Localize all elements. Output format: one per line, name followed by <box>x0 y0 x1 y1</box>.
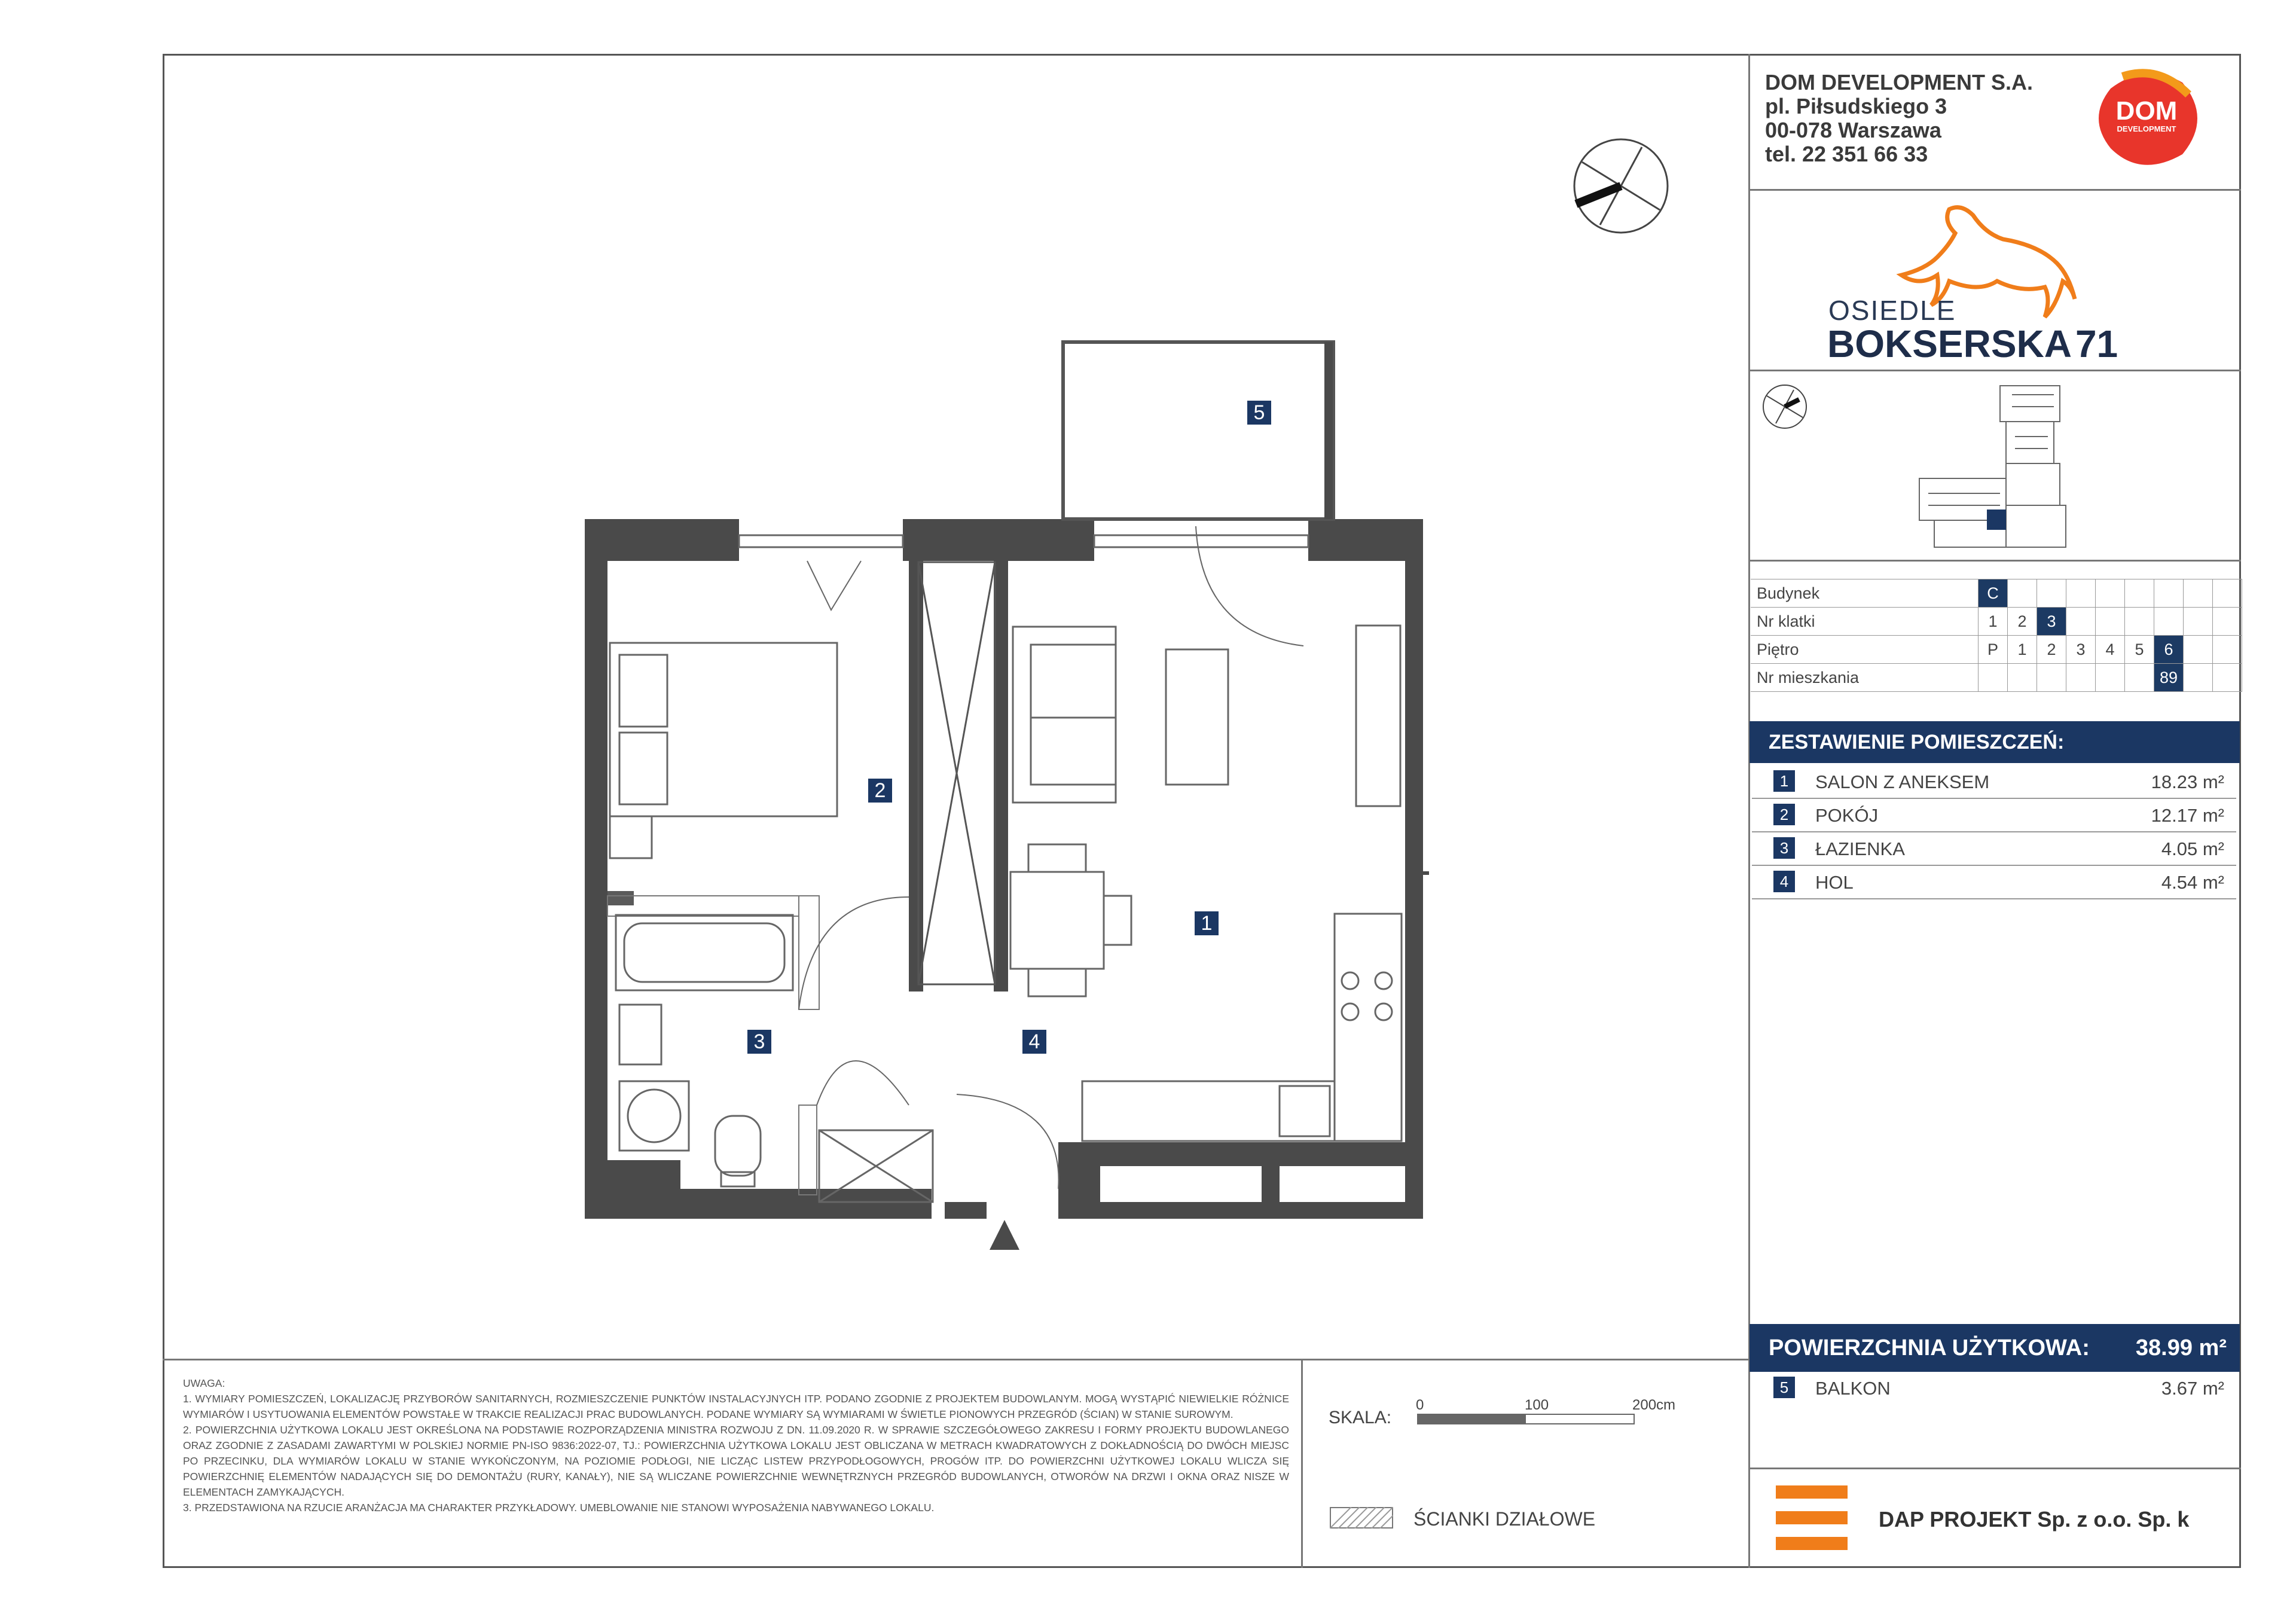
location-row-label: Nr mieszkania <box>1751 664 1979 692</box>
room-number: 2 <box>1773 804 1795 825</box>
floor-plan <box>574 335 1447 1256</box>
notes-block <box>183 1375 1289 1515</box>
location-cell <box>2037 579 2066 608</box>
room-area: 4.54 m² <box>2161 872 2224 893</box>
location-cell <box>2096 579 2125 608</box>
company-phone: tel. 22 351 66 33 <box>1765 142 1928 166</box>
location-row <box>1751 579 2242 608</box>
company-city: 00-078 Warszawa <box>1765 118 1941 142</box>
location-cell <box>2125 664 2154 692</box>
logo-word-development: DEVELOPMENT <box>2117 124 2176 133</box>
plan-label-room-3: 3 <box>747 1030 771 1054</box>
scale-label: SKALA: <box>1329 1408 1392 1427</box>
rooms-header: ZESTAWIENIE POMIESZCZEŃ: <box>1769 731 2065 753</box>
location-row <box>1751 636 2242 664</box>
location-row-label: Nr klatki <box>1751 608 1979 636</box>
location-cell <box>2066 664 2096 692</box>
dining-table <box>1010 844 1131 996</box>
location-cell: P <box>1979 636 2008 664</box>
keyplan-divider <box>1748 560 2241 562</box>
location-cell: 4 <box>2096 636 2125 664</box>
designer-divider <box>1748 1468 2241 1469</box>
location-table <box>1751 579 2242 692</box>
room-name: SALON Z ANEKSEM <box>1815 771 1990 792</box>
location-row-label: Budynek <box>1751 579 1979 608</box>
compass-icon <box>1570 135 1672 237</box>
balcony-number: 5 <box>1773 1377 1795 1398</box>
scale-tick-200: 200cm <box>1632 1397 1676 1413</box>
header-divider <box>1748 189 2241 191</box>
location-cell: 3 <box>2066 636 2096 664</box>
location-cell: 2 <box>2037 636 2066 664</box>
location-cell <box>2125 608 2154 636</box>
designer-name: DAP PROJEKT Sp. z o.o. Sp. k <box>1879 1507 2190 1532</box>
balcony-name: BALKON <box>1815 1378 1891 1399</box>
door-swings <box>799 526 1303 1189</box>
partition-wall-legend-label: ŚCIANKI DZIAŁOWE <box>1413 1508 1596 1530</box>
logo-divider <box>1748 370 2241 371</box>
tv-unit <box>1356 626 1400 806</box>
room-name: ŁAZIENKA <box>1815 838 1905 859</box>
location-cell: 1 <box>1979 608 2008 636</box>
location-cell <box>1979 664 2008 692</box>
dap-logo-icon <box>1776 1485 1848 1550</box>
balcony-row <box>1752 1371 2236 1404</box>
location-cell <box>2008 579 2037 608</box>
location-cell <box>2184 608 2213 636</box>
scale-tick-100: 100 <box>1525 1397 1549 1413</box>
room-number: 3 <box>1773 837 1795 859</box>
location-cell: 5 <box>2125 636 2154 664</box>
location-cell <box>2066 608 2096 636</box>
location-row <box>1751 608 2242 636</box>
project-street: BOKSERSKA <box>1827 322 2072 365</box>
note-item-1: 1. WYMIARY POMIESZCZEŃ, LOKALIZACJĘ PRZYBORÓW SANITARNYCH, ROZMIESZCZENIE PUNKTÓW INSTALACYJNYCH ITP. PODANO ZGODNIE Z PROJEKTEM BUDOWLANYM. MOGĄ WYSTĄPIĆ NIEWIELKIE RÓŻNICE WYMIARÓW I USYTUOWANIA ELEMENTÓW POWSTAŁE W TRAKCIE REALIZACJI PRAC BUDOWLANYCH. PODANE WYMIARY SĄ WYMIARAMI W ŚWIETLE PIONOWYCH PRZEGRÓD (ŚCIAN) W STANIE SUROWYM. <box>183 1393 1289 1420</box>
plan-label-room-4: 4 <box>1022 1030 1046 1054</box>
coffee-table <box>1166 649 1228 785</box>
location-cell <box>2213 608 2242 636</box>
sofa <box>1013 627 1116 803</box>
location-cell: C <box>1979 579 2008 608</box>
location-cell <box>2066 579 2096 608</box>
partition-wall-legend-icon <box>1330 1507 1393 1529</box>
room-area: 4.05 m² <box>2161 838 2224 859</box>
project-name-line1: OSIEDLE <box>1828 295 1956 326</box>
balcony-area: 3.67 m² <box>2161 1378 2224 1399</box>
note-item-2: 2. POWIERZCHNIA UŻYTKOWA LOKALU JEST OKREŚLONA NA PODSTAWIE ROZPORZĄDZENIA MINISTRA ROZWOJU Z DN. 11.09.2020 R. W SPRAWIE SZCZEGÓŁOWEGO ZAKRESU I FORMY PROJEKTU BUDOWLANEGO ORAZ ZGODNIE Z ZASADAMI ZAWARTYMI W POLSKIEJ NORMIE PN-ISO 9836:2022-07, TJ.: POWIERZCHNIA UŻYTKOWA LOKALU JEST OBLICZANA W METRACH KWADRATOWYCH Z DOKŁADNOŚCIĄ DO DWÓCH MIEJSC PO PRZECINKU, DLA WYMIARÓW LOKALU W STANIE WYKOŃCZONYM, NA POZIOMIE PODŁOGI, NIE LICZĄC LISTEW PRZYPODŁOGOWYCH, PROGÓW ITP. DO POWIERZCHNI UŻYTKOWEJ LOKALU WLICZA SIĘ POWIERZCHNIĘ ELEMENTÓW NADAJĄCYCH SIĘ DO DEMONTAŻU (RURY, KANAŁY), NIE SĄ WLICZANE POWIERZCHNIE WEWNĘTRZNYCH PRZEGRÓD BUDOWLANYCH, OTWORÓW NA DRZWI I OKNA ORAZ NISZE W ELEMENTACH ZAMYKAJĄCYCH. <box>183 1424 1289 1498</box>
room-row <box>1752 764 2236 799</box>
usable-area-value: 38.99 m² <box>2135 1335 2227 1360</box>
building-key-plan <box>1916 383 2114 550</box>
location-cell <box>2008 664 2037 692</box>
notes-divider <box>163 1359 1750 1360</box>
company-name: DOM DEVELOPMENT S.A. <box>1765 70 2034 94</box>
location-cell <box>2096 608 2125 636</box>
plan-label-room-1: 1 <box>1195 911 1219 935</box>
scale-tick-0: 0 <box>1416 1397 1424 1413</box>
location-cell: 89 <box>2154 664 2184 692</box>
location-cell <box>2184 636 2213 664</box>
room-area: 12.17 m² <box>2151 805 2224 826</box>
room-area: 18.23 m² <box>2151 771 2224 792</box>
kitchen-counter <box>1082 914 1402 1141</box>
location-row-label: Piętro <box>1751 636 1979 664</box>
location-cell: 1 <box>2008 636 2037 664</box>
room-row <box>1752 865 2236 899</box>
plan-label-room-2: 2 <box>868 779 892 803</box>
entrance-marker-icon <box>990 1220 1019 1250</box>
room-row <box>1752 831 2236 866</box>
location-cell <box>2184 579 2213 608</box>
scale-bar <box>1417 1414 1635 1424</box>
location-cell <box>2096 664 2125 692</box>
room-name: POKÓJ <box>1815 805 1879 826</box>
location-cell <box>2184 664 2213 692</box>
bathroom-fixtures <box>616 915 933 1202</box>
plan-walls <box>585 519 1423 1219</box>
usable-area-label: POWIERZCHNIA UŻYTKOWA: <box>1769 1335 2090 1360</box>
dom-development-logo <box>2087 65 2206 172</box>
room-name: HOL <box>1815 872 1854 893</box>
project-name-line2 <box>1827 322 2118 366</box>
location-cell: 3 <box>2037 608 2066 636</box>
project-number: 71 <box>2075 322 2118 365</box>
location-row <box>1751 664 2242 692</box>
location-cell <box>2213 636 2242 664</box>
location-cell: 2 <box>2008 608 2037 636</box>
rooms-header-band <box>1750 721 2240 763</box>
scale-divider <box>1301 1359 1303 1568</box>
location-cell <box>2154 608 2184 636</box>
usable-area-band <box>1750 1324 2240 1372</box>
compass-small-icon <box>1761 383 1809 431</box>
room-number: 4 <box>1773 871 1795 892</box>
bed <box>610 643 837 858</box>
logo-word-dom: DOM <box>2115 96 2178 126</box>
room-number: 1 <box>1773 770 1795 792</box>
location-cell <box>2154 579 2184 608</box>
location-cell <box>2037 664 2066 692</box>
notes-title: UWAGA: <box>183 1377 225 1389</box>
location-cell <box>2213 579 2242 608</box>
room-row <box>1752 798 2236 832</box>
plan-label-room-5: 5 <box>1247 401 1271 425</box>
location-cell <box>2125 579 2154 608</box>
location-cell: 6 <box>2154 636 2184 664</box>
note-item-3: 3. PRZEDSTAWIONA NA RZUCIE ARANŻACJA MA CHARAKTER PRZYKŁADOWY. UMEBLOWANIE NIE STANOWI WYPOSAŻENIA NABYWANEGO LOKALU. <box>183 1502 935 1514</box>
company-address <box>1765 71 2033 166</box>
location-cell <box>2213 664 2242 692</box>
company-street: pl. Piłsudskiego 3 <box>1765 94 1947 118</box>
